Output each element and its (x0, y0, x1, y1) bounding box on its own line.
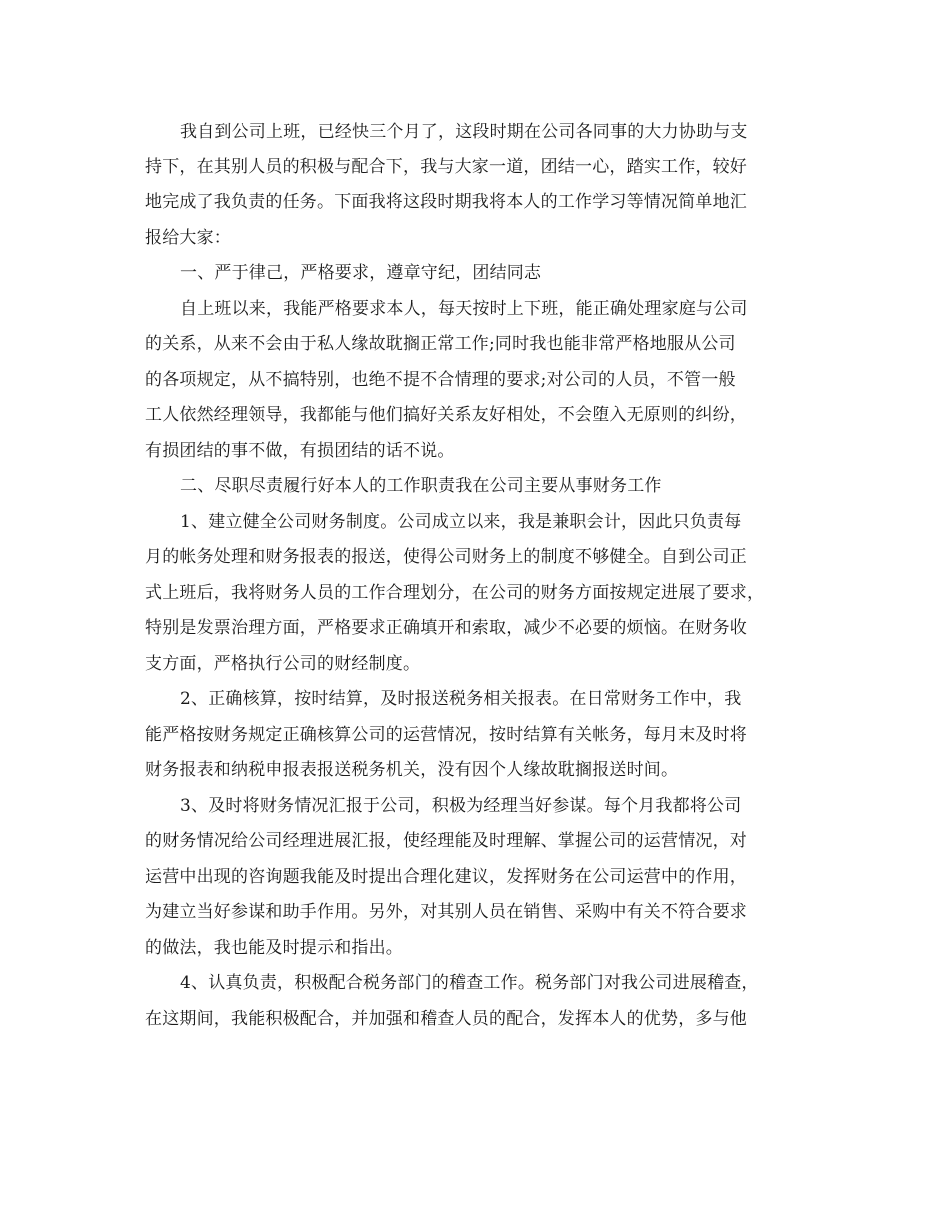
text-line: 月的帐务处理和财务报表的报送，使得公司财务上的制度不够健全。自到公司正 (145, 547, 747, 567)
text-line: 地完成了我负责的任务。下面我将这段时期我将本人的工作学习等情况简单地汇 (145, 192, 747, 212)
text-line: 有损团结的事不做，有损团结的话不说。 (145, 441, 455, 461)
text-line: 的各项规定，从不搞特别，也绝不提不合情理的要求;对公司的人员，不管一般 (145, 370, 736, 390)
text-line: 4、认真负责，积极配合税务部门的稽查工作。税务部门对我公司进展稽查， (180, 973, 759, 993)
text-line: 能严格按财务规定正确核算公司的运营情况，按时结算有关帐务，每月末及时将 (145, 725, 747, 745)
text-line: 报给大家： (145, 228, 231, 248)
text-line: 2、正确核算，按时结算，及时报送税务相关报表。在日常财务工作中，我 (180, 689, 742, 709)
text-line: 我自到公司上班，已经快三个月了，这段时期在公司各同事的大力协助与支 (180, 122, 748, 142)
text-line: 财务报表和纳税申报表报送税务机关，没有因个人缘故耽搁报送时间。 (145, 760, 679, 780)
text-line: 的财务情况给公司经理进展汇报，使经理能及时理解、掌握公司的运营情况，对 (145, 831, 747, 851)
section-heading: 二、尽职尽责履行好本人的工作职责我在公司主要从事财务工作 (180, 476, 662, 496)
text-line: 式上班后，我将财务人员的工作合理划分，在公司的财务方面按规定进展了要求， (145, 583, 765, 603)
text-line: 为建立当好参谋和助手作用。另外，对其别人员在销售、采购中有关不符合要求 (145, 902, 747, 922)
text-line: 持下，在其别人员的积极与配合下，我与大家一道，团结一心，踏实工作，较好 (145, 157, 747, 177)
text-line: 3、及时将财务情况汇报于公司，积极为经理当好参谋。每个月我都将公司 (180, 796, 742, 816)
text-line: 支方面，严格执行公司的财经制度。 (145, 654, 421, 674)
text-line: 运营中出现的咨询题我能及时提出合理化建议，发挥财务在公司运营中的作用， (145, 867, 747, 887)
text-line: 1、建立健全公司财务制度。公司成立以来，我是兼职会计，因此只负责每 (180, 512, 742, 532)
text-line: 特别是发票治理方面，严格要求正确填开和索取，减少不必要的烦恼。在财务收 (145, 618, 747, 638)
text-line: 在这期间，我能积极配合，并加强和稽查人员的配合，发挥本人的优势，多与他 (145, 1009, 747, 1029)
text-line: 工人依然经理领导，我都能与他们搞好关系友好相处，不会堕入无原则的纠纷， (145, 405, 747, 425)
text-line: 的做法，我也能及时提示和指出。 (145, 938, 403, 958)
text-line: 自上班以来，我能严格要求本人，每天按时上下班，能正确处理家庭与公司 (180, 299, 748, 319)
section-heading: 一、严于律己，严格要求，遵章守纪，团结同志 (180, 263, 542, 283)
text-line: 的关系，从来不会由于私人缘故耽搁正常工作;同时我也能非常严格地服从公司 (145, 334, 736, 354)
